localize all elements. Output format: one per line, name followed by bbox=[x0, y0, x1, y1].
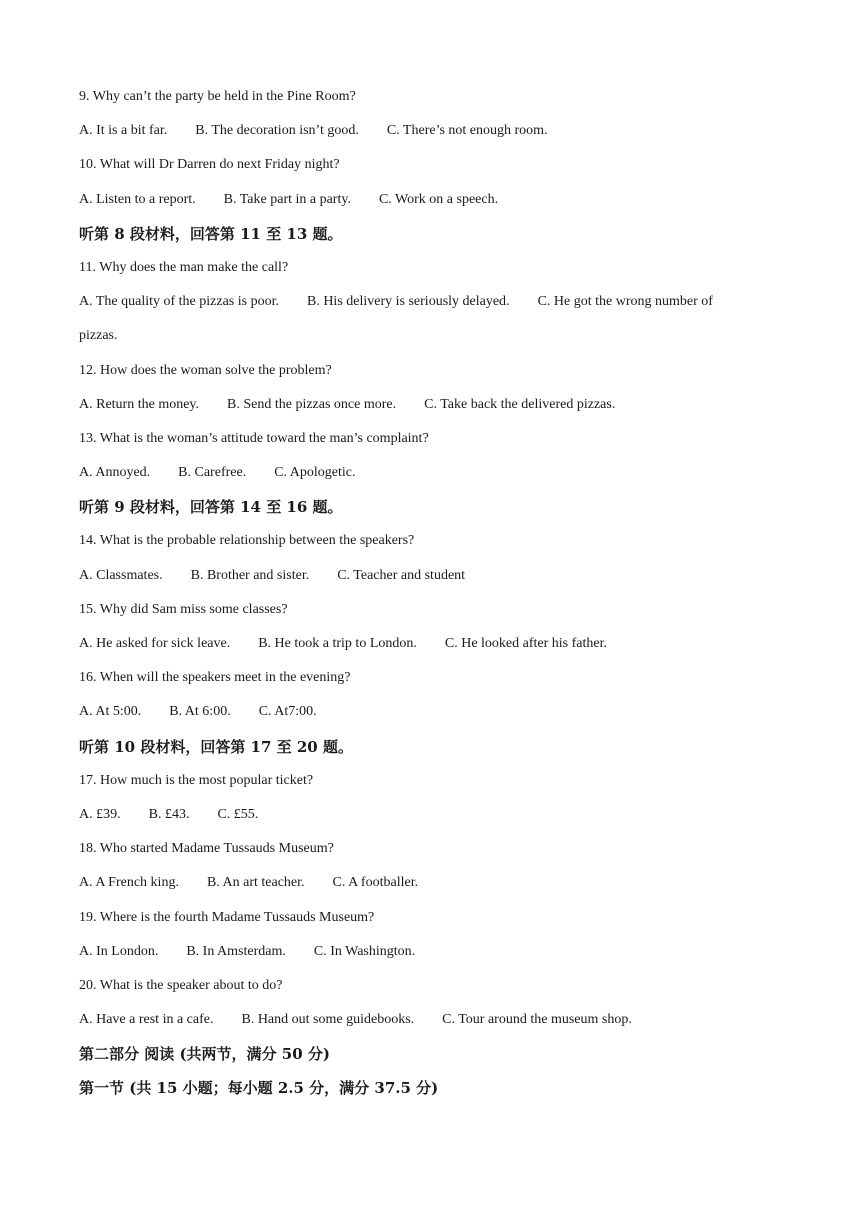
options-15 bbox=[79, 631, 819, 665]
question-15: 15. Why did Sam miss some classes? bbox=[79, 601, 288, 617]
option-b: B. In Amsterdam. bbox=[186, 943, 286, 959]
option-a: A. Classmates. bbox=[79, 567, 163, 583]
question-9: 9. Why can’t the party be held in the Pine Room? bbox=[79, 89, 356, 104]
option-c: C. Take back the delivered pizzas. bbox=[424, 396, 616, 412]
section-heading-9: 听第 9 段材料，回答第 14 至 16 题。 bbox=[79, 498, 343, 517]
question-17: 17. How much is the most popular ticket? bbox=[79, 772, 314, 788]
option-a: A. Have a rest in a cafe. bbox=[79, 1012, 214, 1028]
option-b: B. He took a trip to London. bbox=[258, 636, 417, 651]
question-19: 19. Where is the fourth Madame Tussauds Museum? bbox=[79, 909, 375, 925]
option-a: A. At 5:00. bbox=[79, 704, 142, 720]
option-c: C. At7:00. bbox=[258, 704, 317, 720]
question-18: 18. Who started Madame Tussauds Museum? bbox=[79, 841, 334, 857]
section-heading-8: 听第 8 段材料，回答第 11 至 13 题。 bbox=[79, 224, 343, 243]
question-10: 10. What will Dr Darren do next Friday night? bbox=[79, 157, 340, 173]
options-10 bbox=[79, 187, 819, 221]
option-c: C. There’s not enough room. bbox=[386, 123, 548, 139]
option-a: A. Annoyed. bbox=[79, 465, 151, 481]
option-c: C. Teacher and student bbox=[337, 567, 466, 583]
options-20 bbox=[79, 1007, 819, 1041]
option-a: A. He asked for sick leave. bbox=[79, 636, 231, 651]
options-17 bbox=[79, 802, 819, 836]
option-c: C. A footballer. bbox=[332, 875, 419, 891]
question-14: 14. What is the probable relationship between the speakers? bbox=[79, 533, 415, 549]
options-11 bbox=[79, 289, 819, 323]
option-b: B. £43. bbox=[148, 806, 190, 822]
options-13 bbox=[79, 460, 819, 494]
option-b: B. An art teacher. bbox=[206, 875, 305, 891]
option-a: A. £39. bbox=[79, 806, 121, 822]
option-a: A. The quality of the pizzas is poor. bbox=[79, 294, 279, 310]
option-a: A. In London. bbox=[79, 943, 159, 959]
option-c: C. £55. bbox=[217, 806, 259, 822]
option-c: C. He looked after his father. bbox=[444, 636, 607, 651]
question-13: 13. What is the woman’s attitude toward the man’s complaint? bbox=[79, 430, 429, 446]
options-19 bbox=[79, 939, 819, 973]
option-b: B. Carefree. bbox=[178, 465, 247, 481]
option-b: B. Brother and sister. bbox=[190, 567, 310, 583]
part-two-heading: 第二部分 阅读 (共两节，满分 50 分) bbox=[79, 1045, 330, 1064]
options-9 bbox=[79, 118, 819, 152]
question-12: 12. How does the woman solve the problem? bbox=[79, 362, 332, 378]
option-a: A. A French king. bbox=[79, 875, 179, 891]
option-b: B. At 6:00. bbox=[169, 704, 231, 720]
option-b: B. His delivery is seriously delayed. bbox=[306, 294, 510, 310]
option-a: A. It is a bit far. bbox=[79, 123, 168, 139]
option-b: B. The decoration isn’t good. bbox=[195, 123, 359, 139]
question-20: 20. What is the speaker about to do? bbox=[79, 977, 283, 993]
option-a: A. Return the money. bbox=[79, 396, 200, 412]
option-b: B. Take part in a party. bbox=[223, 191, 351, 207]
question-16: 16. When will the speakers meet in the evening? bbox=[79, 670, 351, 686]
option-c: C. He got the wrong number of bbox=[537, 294, 713, 310]
option-c: C. In Washington. bbox=[313, 943, 416, 959]
options-14 bbox=[79, 563, 819, 597]
options-16 bbox=[79, 699, 819, 733]
option-c: C. Work on a speech. bbox=[378, 191, 499, 207]
exam-page bbox=[79, 84, 819, 1110]
option-c: C. Apologetic. bbox=[274, 465, 356, 481]
options-18 bbox=[79, 870, 819, 904]
question-11: 11. Why does the man make the call? bbox=[79, 259, 289, 275]
option-b: B. Send the pizzas once more. bbox=[227, 396, 397, 412]
section-heading-10: 听第 10 段材料，回答第 17 至 20 题。 bbox=[79, 737, 353, 756]
option-a: A. Listen to a report. bbox=[79, 191, 196, 207]
options-12 bbox=[79, 392, 819, 426]
option-c: C. Tour around the museum shop. bbox=[442, 1012, 632, 1028]
part-two-section-one-heading: 第一节 (共 15 小题；每小题 2.5 分，满分 37.5 分) bbox=[79, 1079, 439, 1098]
options-11-continuation: pizzas. bbox=[79, 328, 118, 344]
option-b: B. Hand out some guidebooks. bbox=[241, 1012, 415, 1028]
